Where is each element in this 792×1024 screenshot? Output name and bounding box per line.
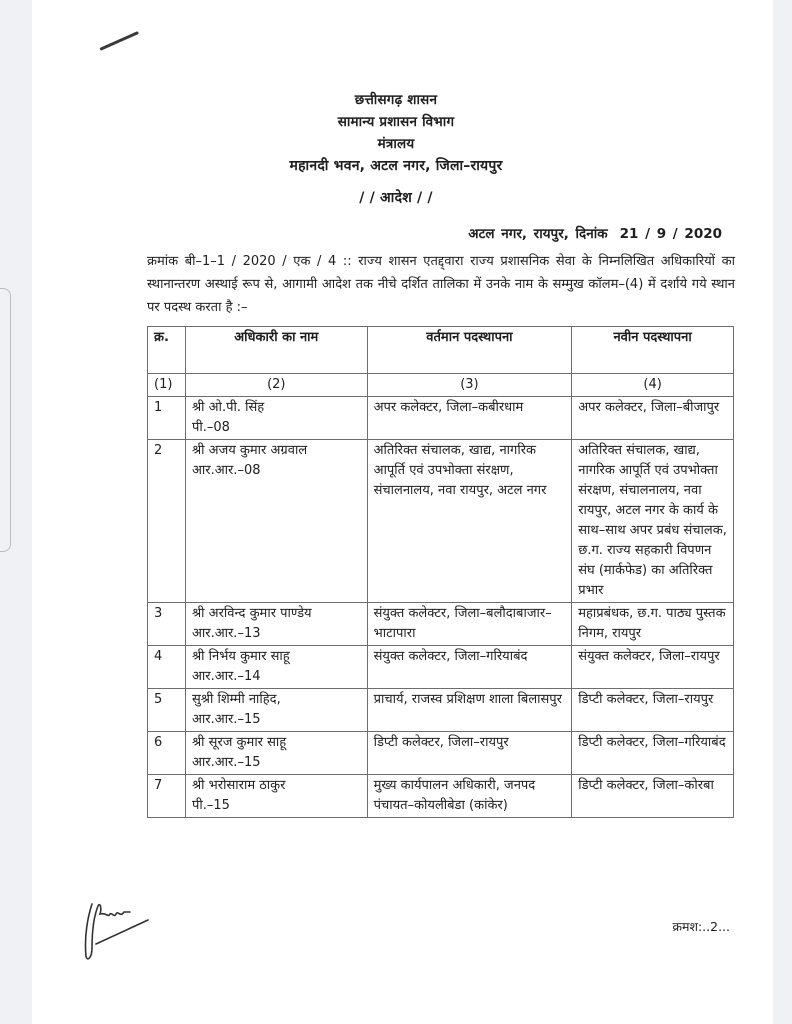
officer-name: श्री अजय कुमार अग्रवाल: [191, 443, 308, 458]
new-posting: महाप्रबंधक, छ.ग. पाठ्य पुस्तक निगम, रायपुर: [572, 603, 734, 646]
table-row: [148, 732, 734, 775]
signature-icon: [78, 896, 150, 966]
serial-number: 6: [148, 732, 186, 775]
table-row: [148, 646, 734, 689]
officer-cell: [185, 646, 367, 689]
officer-name: श्री निर्भय कुमार साहू: [191, 649, 290, 664]
new-posting: डिप्टी कलेक्टर, जिला–रायपुर: [572, 689, 734, 732]
pen-stroke-icon: [99, 31, 139, 51]
header-officer-name: अधिकारी का नाम: [185, 327, 367, 374]
officer-code: आर.आर.–13: [191, 626, 261, 641]
government-name: छत्तीसगढ़ शासन: [354, 92, 438, 108]
column-number: (3): [367, 374, 572, 397]
officer-name: श्री भरोसाराम ठाकुर: [191, 778, 286, 793]
ministry-label: मंत्रालय: [377, 136, 415, 152]
new-posting: अपर कलेक्टर, जिला–बीजापुर: [572, 397, 734, 440]
officer-code: पी.–08: [191, 420, 230, 435]
current-posting: डिप्टी कलेक्टर, जिला–रायपुर: [367, 732, 572, 775]
department-name: सामान्य प्रशासन विभाग: [337, 114, 455, 130]
header-serial: क्र.: [148, 327, 186, 374]
current-posting: संयुक्त कलेक्टर, जिला–बलौदाबाजार–भाटापारा: [367, 603, 572, 646]
table-row: [148, 603, 734, 646]
order-date: 21 / 9 / 2020: [619, 226, 722, 242]
officer-code: आर.आर.–14: [191, 669, 261, 684]
serial-number: 4: [148, 646, 186, 689]
new-posting: डिप्टी कलेक्टर, जिला–गरियाबंद: [572, 732, 734, 775]
dateline-place: अटल नगर, रायपुर, दिनांक: [468, 226, 608, 242]
officer-cell: [185, 775, 367, 818]
current-posting: संयुक्त कलेक्टर, जिला–गरियाबंद: [367, 646, 572, 689]
current-posting: प्राचार्य, राजस्व प्रशिक्षण शाला बिलासपुर: [367, 689, 572, 732]
table-header-row: [148, 327, 734, 374]
officer-cell: [185, 603, 367, 646]
officer-code: आर.आर.–15: [191, 712, 261, 727]
column-number-row: [148, 374, 734, 397]
officer-cell: [185, 689, 367, 732]
header-current-posting: वर्तमान पदस्थापना: [367, 327, 572, 374]
column-number: (4): [572, 374, 734, 397]
header-new-posting: नवीन पदस्थापना: [572, 327, 734, 374]
serial-number: 7: [148, 775, 186, 818]
current-posting: अपर कलेक्टर, जिला–कबीरधाम: [367, 397, 572, 440]
serial-number: 5: [148, 689, 186, 732]
office-address: महानदी भवन, अटल नगर, जिला–रायपुर: [289, 158, 503, 174]
officer-name: सुश्री शिम्मी नाहिद,: [191, 692, 281, 707]
officer-name: श्री ओ.पी. सिंह: [191, 400, 265, 415]
new-posting: डिप्टी कलेक्टर, जिला–कोरबा: [572, 775, 734, 818]
table-row: [148, 689, 734, 732]
officer-code: आर.आर.–08: [191, 463, 261, 478]
dateline: [468, 224, 722, 242]
new-posting: संयुक्त कलेक्टर, जिला–रायपुर: [572, 646, 734, 689]
current-posting: अतिरिक्त संचालक, खाद्य, नागरिक आपूर्ति एवं उपभोक्ता संरक्षण, संचालनालय, नवा रायपुर, अटल नगर: [367, 440, 572, 603]
order-title: / / आदेश / /: [359, 190, 433, 206]
column-number: (1): [148, 374, 186, 397]
new-posting: अतिरिक्त संचालक, खाद्य, नागरिक आपूर्ति एवं उपभोक्ता संरक्षण, संचालनालय, नवा रायपुर, अटल नगर के कार्य के साथ–साथ अपर प्रबंध संचालक, छ.ग. राज्य सहकारी विपणन संघ (मार्कफेड) का अतिरिक्त प्रभार: [572, 440, 734, 603]
serial-number: 3: [148, 603, 186, 646]
edge-panel-handle[interactable]: [0, 288, 11, 552]
officer-code: आर.आर.–15: [191, 755, 261, 770]
officer-cell: [185, 732, 367, 775]
transfer-table: [147, 326, 734, 818]
table-row: [148, 397, 734, 440]
officer-code: पी.–15: [191, 798, 230, 813]
officer-name: श्री अरविन्द कुमार पाण्डेय: [191, 606, 312, 621]
column-number: (2): [185, 374, 367, 397]
table-row: [148, 440, 734, 603]
officer-cell: [185, 397, 367, 440]
current-posting: मुख्य कार्यपालन अधिकारी, जनपद पंचायत–कोयलीबेडा (कांकेर): [367, 775, 572, 818]
serial-number: 1: [148, 397, 186, 440]
order-body-text: क्रमांक बी–1–1 / 2020 / एक / 4 :: राज्य शासन एतद्द्वारा राज्य प्रशासनिक सेवा के निम्नलिखित अधिकारियों का स्थानान्तरण अस्थाई रूप से, आगामी आदेश तक नीचे दर्शित तालिका में उनके नाम के सम्मुख कॉलम–(4) में दर्शाये गये स्थान पर पदस्थ करता है :–: [147, 254, 735, 315]
continuation-marker: क्रमश:..2...: [672, 919, 730, 934]
table-row: [148, 775, 734, 818]
officer-name: श्री सूरज कुमार साहू: [191, 735, 287, 750]
officer-cell: [185, 440, 367, 603]
serial-number: 2: [148, 440, 186, 603]
